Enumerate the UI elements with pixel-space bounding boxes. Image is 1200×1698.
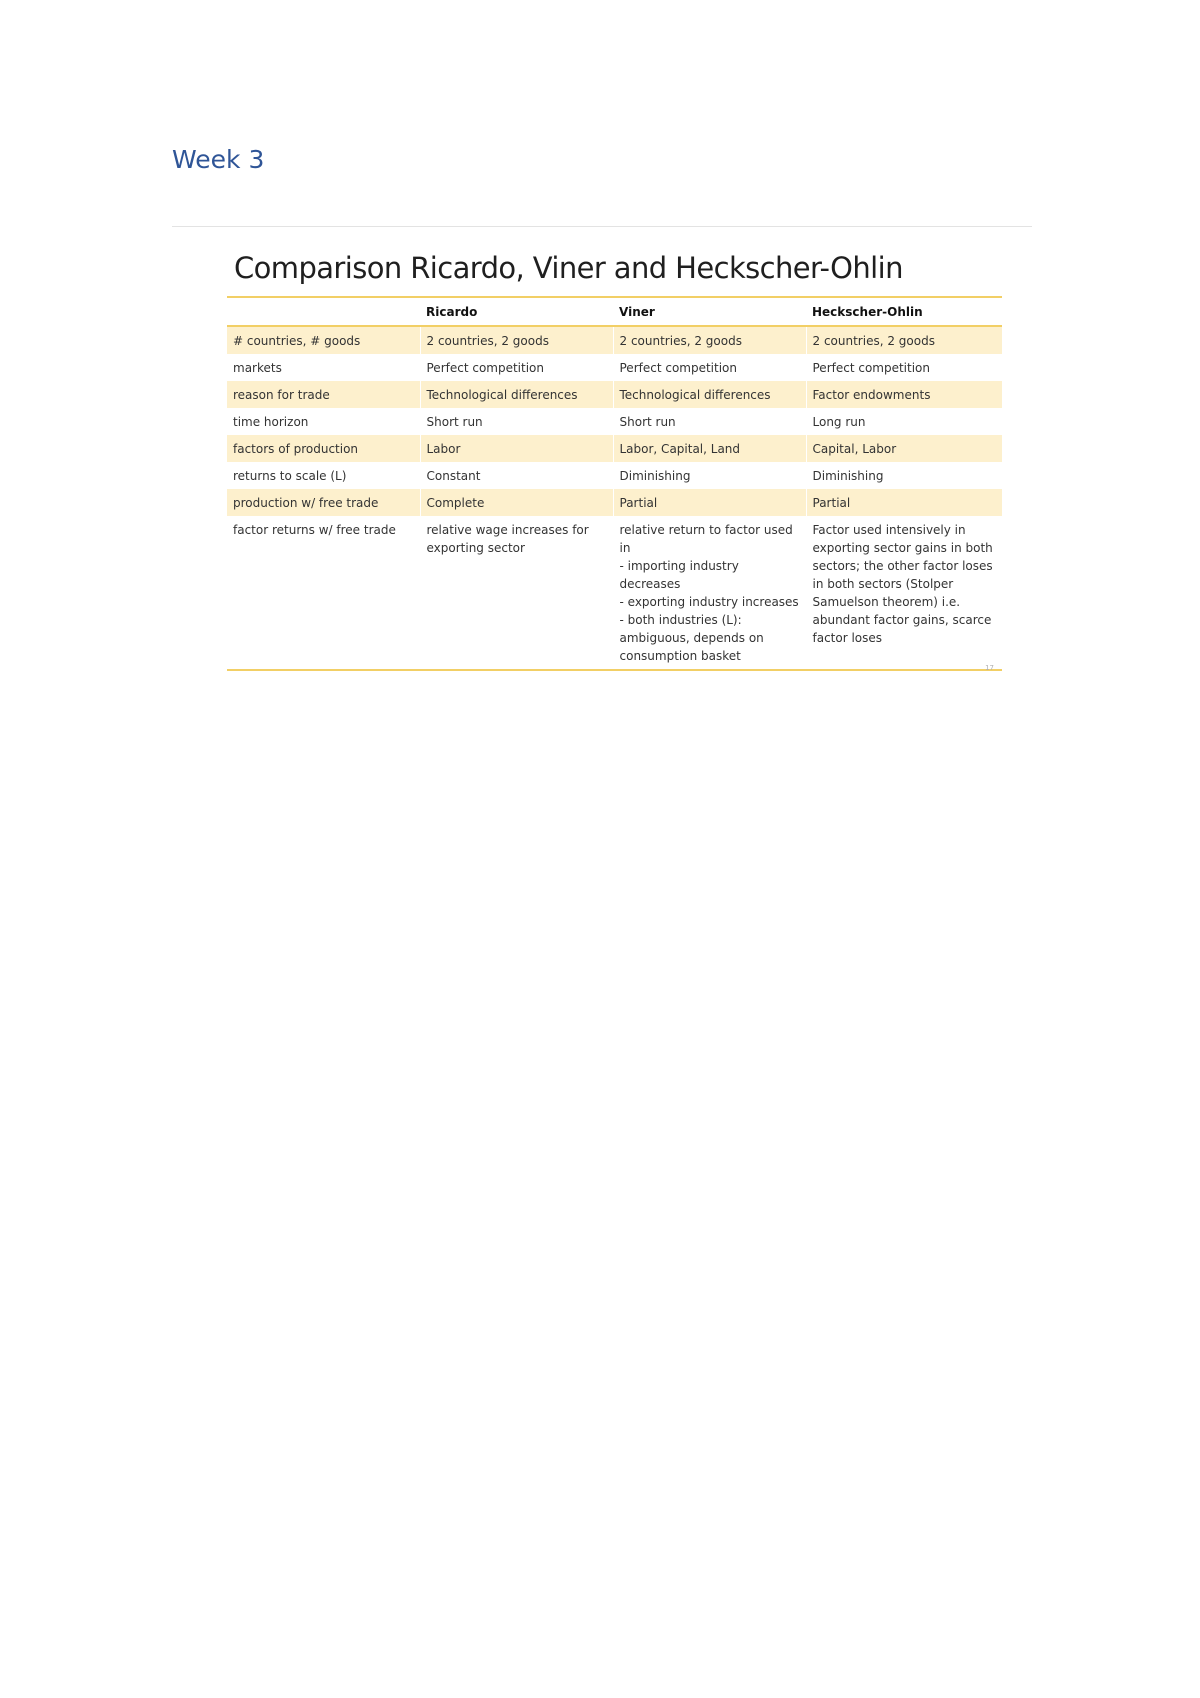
slide-number: 17: [985, 664, 994, 672]
row-label: time horizon: [233, 415, 309, 429]
table-cell: Technological differences: [613, 381, 806, 408]
table-cell: Diminishing: [613, 462, 806, 489]
page-heading: Week 3: [172, 145, 265, 174]
table-cell: relative return to factor used in - importing industry decreases - exporting industry increases - both industries (L): ambiguous, depends on consumption basket: [613, 516, 806, 670]
table-cell: Perfect competition: [806, 354, 1002, 381]
row-label: factors of production: [233, 442, 359, 456]
table-cell: Perfect competition: [420, 354, 613, 381]
header-cell-heckscher-ohlin: Heckscher-Ohlin: [812, 305, 923, 319]
table-row: [227, 354, 1002, 381]
header-cell-viner: Viner: [619, 305, 655, 319]
row-label: returns to scale (L): [233, 469, 347, 483]
table-row: [227, 326, 1002, 354]
table-row: [227, 435, 1002, 462]
row-label: # countries, # goods: [233, 334, 361, 348]
table-cell: Perfect competition: [613, 354, 806, 381]
slide-image: [227, 244, 1002, 674]
table-cell: Partial: [806, 489, 1002, 516]
table-cell: Technological differences: [420, 381, 613, 408]
slide-title: Comparison Ricardo, Viner and Heckscher-Ohlin: [234, 251, 903, 285]
table-cell: Factor endowments: [806, 381, 1002, 408]
table-cell: 2 countries, 2 goods: [420, 326, 613, 354]
table-cell: 2 countries, 2 goods: [613, 326, 806, 354]
row-label: factor returns w/ free trade: [233, 523, 396, 537]
table-cell: Capital, Labor: [806, 435, 1002, 462]
header-cell-ricardo: Ricardo: [426, 305, 478, 319]
table-cell: Complete: [420, 489, 613, 516]
row-label: reason for trade: [233, 388, 330, 402]
table-row: [227, 516, 1002, 670]
table-row: [227, 381, 1002, 408]
table-cell: relative wage increases for exporting sector: [420, 516, 613, 670]
table-cell: Partial: [613, 489, 806, 516]
table-cell: Short run: [420, 408, 613, 435]
table-row: [227, 408, 1002, 435]
table-cell: Short run: [613, 408, 806, 435]
table-cell: Long run: [806, 408, 1002, 435]
row-label: production w/ free trade: [233, 496, 379, 510]
row-label: markets: [233, 361, 282, 375]
comparison-table: [227, 296, 1002, 671]
table-row: [227, 462, 1002, 489]
table-cell: Labor: [420, 435, 613, 462]
table-cell: Diminishing: [806, 462, 1002, 489]
section-divider: [172, 226, 1032, 227]
table-row: [227, 489, 1002, 516]
table-header-row: [227, 297, 1002, 326]
table-cell: Constant: [420, 462, 613, 489]
table-cell: 2 countries, 2 goods: [806, 326, 1002, 354]
table-cell: Labor, Capital, Land: [613, 435, 806, 462]
header-cell-empty: [227, 297, 420, 326]
table-cell: Factor used intensively in exporting sector gains in both sectors; the other factor loses in both sectors (Stolper Samuelson theorem) i.e. abundant factor gains, scarce factor loses: [806, 516, 1002, 670]
